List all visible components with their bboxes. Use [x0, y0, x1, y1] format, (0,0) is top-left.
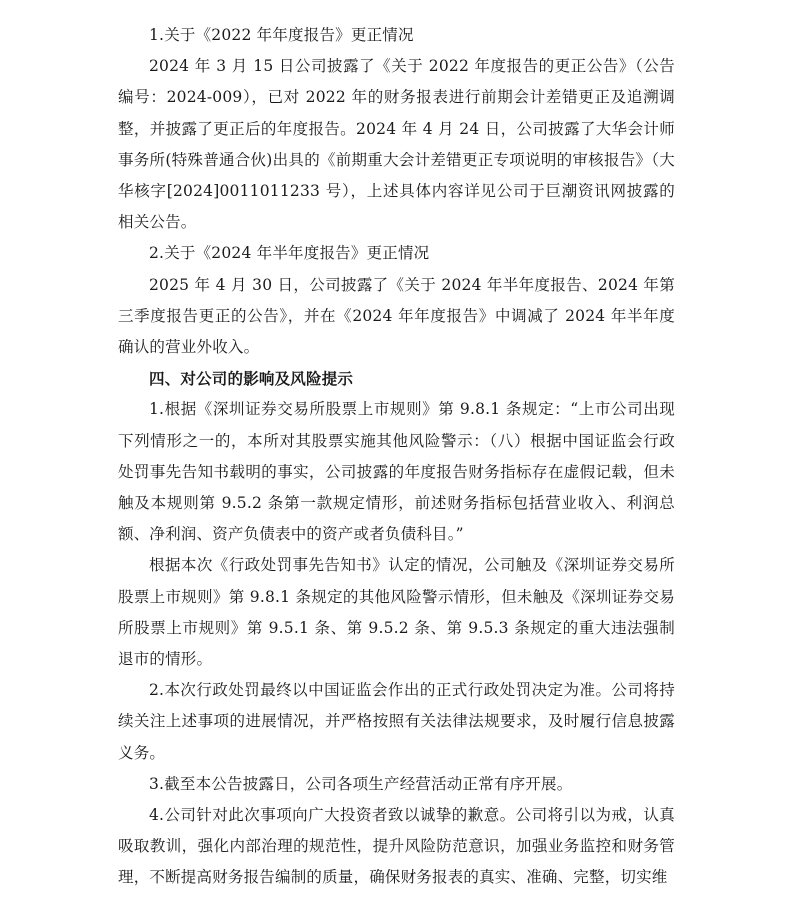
paragraph-5: 1.根据《深圳证券交易所股票上市规则》第 9.8.1 条规定：“上市公司出现下列情形之一的，本所对其股票实施其他风险警示：（八）根据中国证监会行政处罚事先告知书载明的事实，公司披露的年度报告财务指标存在虚假记载，但未触及本规则第 9.5.2 条第一款规定情形，前述财务指标包括营业收入、利润总额、净利润、资产负债表中的资产或者负债科目。” [118, 400, 675, 544]
section-heading: 四、对公司的影响及风险提示 [149, 369, 354, 389]
paragraph-8: 3.截至本公告披露日，公司各项生产经营活动正常有序开展。 [149, 774, 573, 793]
paragraph-1: 1.关于《2022 年年度报告》更正情况 [149, 26, 414, 44]
paragraph-6: 根据本次《行政处罚事先告知书》认定的情况，公司触及《深圳证券交易所股票上市规则》第 9.8.1 条规定的其他风险警示情形，但未触及《深圳证券交易所股票上市规则》第 9.5.1 条、第 9.5.2 条、第 9.5.3 条规定的重大违法强制退市的情形。 [118, 556, 675, 669]
paragraph-3: 2.关于《2024 年半年度报告》更正情况 [149, 244, 430, 263]
paragraph-9: 4.公司针对此次事项向广大投资者致以诚挚的歉意。公司将引以为戒，认真吸取教训，强化内部治理的规范性，提升风险防范意识，加强业务监控和财务管理，不断提高财务报告编制的质量，确保财务报表的真实、准确、完整，切实维 [118, 806, 675, 887]
paragraph-4: 2025 年 4 月 30 日，公司披露了《关于 2024 年半年度报告、2024 年第三季度报告更正的公告》，并在《2024 年年度报告》中调减了 2024 年半年度确认的营业外收入。 [118, 275, 675, 357]
paragraph-7: 2.本次行政处罚最终以中国证监会作出的正式行政处罚决定为准。公司将持续关注上述事项的进展情况，并严格按照有关法律法规要求，及时履行信息披露义务。 [118, 681, 675, 762]
paragraph-2: 2024 年 3 月 15 日公司披露了《关于 2022 年度报告的更正公告》（公告编号：2024-009），已对 2022 年的财务报表进行前期会计差错更正及追溯调整，并披露了更正后的年度报告。2024 年 4 月 24 日，公司披露了大华会计师事务所(特殊普通合伙)出具的《前期重大会计差错更正专项说明的审核报告》（大华核字[2024]0011011233 号），上述具体内容详见公司于巨潮资讯网披露的相关公告。 [118, 57, 675, 232]
